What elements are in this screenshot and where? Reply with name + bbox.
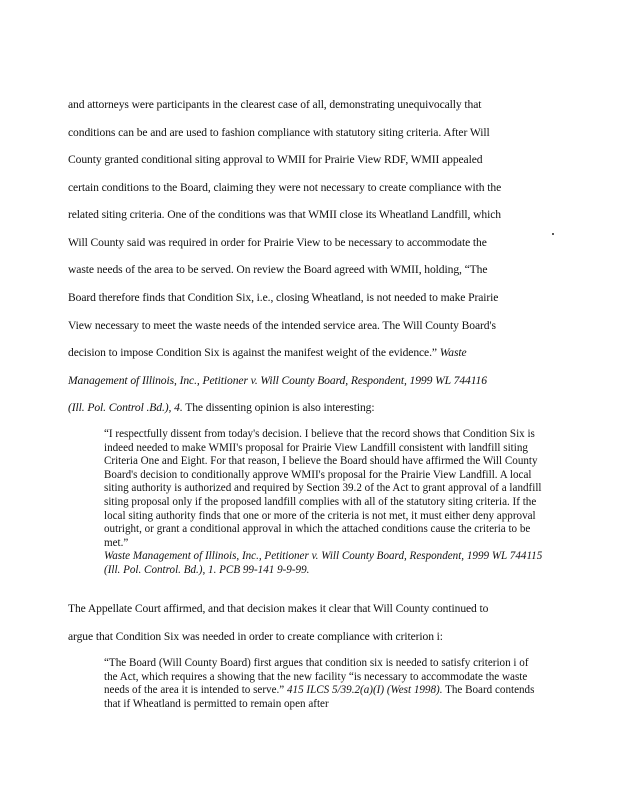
- board-quote: [104, 657, 544, 711]
- dissent-citation: Waste Management of Illinois, Inc., Petitioner v. Will County Board, Respondent, 1999 WL 744115 (Ill. Pol. Control. Bd.), 1. PCB 99-141 9-9-99.: [104, 550, 543, 576]
- body-line-10-text: decision to impose Condition Six is against the manifest weight of the evidence.”: [68, 346, 440, 359]
- block-quote-dissent: [104, 428, 544, 578]
- citation-waste: Waste: [439, 346, 467, 359]
- board-quote-citation: 415 ILCS 5/39.2(a)(I) (West 1998).: [286, 684, 443, 697]
- body-line-12-text: The dissenting opinion is also interesting:: [182, 401, 375, 414]
- body-line-appellate-2: argue that Condition Six was needed in order to create compliance with criterion i:: [68, 630, 443, 643]
- body-line-4: certain conditions to the Board, claiming they were not necessary to create compliance with the: [68, 181, 502, 194]
- block-quote-board: [104, 657, 544, 711]
- body-line-2: conditions can be and are used to fashion compliance with statutory siting criteria. After Will: [68, 126, 490, 139]
- stray-mark: [552, 233, 554, 235]
- dissent-quote-text: “I respectfully dissent from today's decision. I believe that the record shows that Condition Six is indeed needed to make WMII's proposal for Prairie View Landfill consistent with landfill siting Criteria One and Eight. For that reason, I believe the Board should have affirmed the Will County Board's decision to conditionally approve WMII's proposal for the Prairie View Landfill. A local siting authority is authorized and required by Section 39.2 of the Act to grant approval of a landfill siting proposal only if the proposed landfill complies with all of the statutory siting criteria. If the local siting authority finds that one or more of the criteria is not met, it must either deny approval outright, or grant a conditional approval in which the attached conditions cause the criteria to be met.”: [104, 428, 542, 549]
- board-quote-text-a: “The Board (Will County Board) first argues that condition six is needed to satisfy criterion i of the Act, which requires a showing that the new facility “is necessary to accommodate the waste needs of the area it is intended to serve.”: [104, 657, 529, 697]
- body-line-5: related siting criteria. One of the conditions was that WMII close its Wheatland Landfill, which: [68, 208, 501, 221]
- body-line-8: Board therefore finds that Condition Six, i.e., closing Wheatland, is not needed to make Prairie: [68, 291, 499, 304]
- body-line-7: waste needs of the area to be served. On review the Board agreed with WMII, holding, “The: [68, 263, 488, 276]
- body-line-appellate-1: The Appellate Court affirmed, and that decision makes it clear that Will County continued to: [68, 602, 489, 615]
- body-line-10: [68, 346, 467, 359]
- citation-line-12: (Ill. Pol. Control .Bd.), 4.: [68, 401, 183, 414]
- board-quote-text-b: The Board contends that if Wheatland is permitted to remain open after: [104, 684, 535, 710]
- body-line-6: Will County said was required in order for Prairie View to be necessary to accommodate the: [68, 236, 487, 249]
- body-line-3: County granted conditional siting approval to WMII for Prairie View RDF, WMII appealed: [68, 153, 483, 166]
- body-line-9: View necessary to meet the waste needs of the intended service area. The Will County Board's: [68, 319, 496, 332]
- citation-line-11: Management of Illinois, Inc., Petitioner v. Will County Board, Respondent, 1999 WL 744116: [68, 374, 487, 387]
- body-line-1: and attorneys were participants in the clearest case of all, demonstrating unequivocally that: [68, 98, 482, 111]
- body-line-12: [68, 401, 374, 414]
